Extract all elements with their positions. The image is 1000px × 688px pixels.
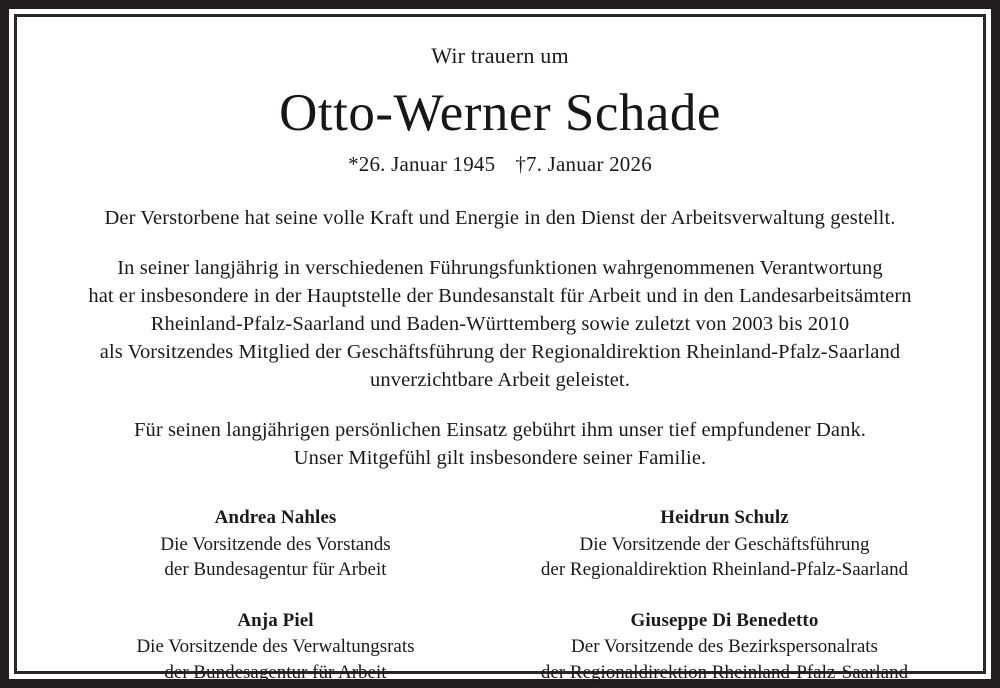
- body-line: unverzichtbare Arbeit geleistet.: [370, 369, 630, 392]
- signatory-block: [51, 608, 500, 685]
- signatory-block: [500, 608, 949, 685]
- signatory-role: Die Vorsitzende des Verwaltungsrats: [136, 636, 415, 658]
- signatory-organisation: der Regionaldirektion Rheinland-Pfalz-Saarland: [540, 558, 909, 580]
- frame-inner-border: [14, 14, 986, 683]
- birth-date: *26. Januar 1945: [348, 151, 496, 176]
- body-line: Unser Mitgefühl gilt insbesondere seiner Familie.: [293, 447, 707, 470]
- mourning-intro: Wir trauern um: [431, 43, 569, 68]
- signatory-block: [51, 505, 500, 582]
- body-line: hat er insbesondere in der Hauptstelle der Bundesanstalt für Arbeit und in den Landesarbeitsämtern: [88, 284, 912, 307]
- body-line: als Vorsitzendes Mitglied der Geschäftsführung der Regionaldirektion Rheinland-Pfalz-Saarland: [99, 340, 901, 363]
- frame-outer-gap: [9, 9, 991, 683]
- signatory-block: [500, 505, 949, 582]
- signatory-organisation: der Bundesagentur für Arbeit: [164, 661, 387, 683]
- signatory-name: Anja Piel: [237, 610, 314, 632]
- signatory-role: Die Vorsitzende der Geschäftsführung: [579, 533, 870, 555]
- signatory-name: Giuseppe Di Benedetto: [630, 610, 819, 632]
- death-date: †7. Januar 2026: [515, 151, 652, 176]
- tribute-paragraph-2: [88, 254, 911, 394]
- life-dates: [348, 152, 652, 177]
- signatory-organisation: der Bundesagentur für Arbeit: [164, 558, 387, 580]
- signatory-name: Andrea Nahles: [214, 507, 337, 529]
- signatory-role: Der Vorsitzende des Bezirkspersonalrats: [571, 636, 878, 658]
- signatories-grid: [51, 505, 949, 685]
- signatory-organisation: der Regionaldirektion Rheinland-Pfalz-Saarland: [540, 661, 909, 683]
- deceased-name: Otto-Werner Schade: [279, 84, 721, 143]
- body-line: Der Verstorbene hat seine volle Kraft und Energie in den Dienst der Arbeitsverwaltung gestellt.: [104, 206, 896, 229]
- tribute-paragraph-1: [105, 204, 896, 232]
- signatory-role: Die Vorsitzende des Vorstands: [160, 533, 391, 555]
- signatory-name: Heidrun Schulz: [660, 507, 789, 529]
- body-line: Für seinen langjährigen persönlichen Einsatz gebührt ihm unser tief empfundener Dank.: [133, 419, 867, 442]
- tribute-paragraph-3: [134, 416, 866, 472]
- body-line: Rheinland-Pfalz-Saarland und Baden-Württemberg sowie zuletzt von 2003 bis 2010: [150, 312, 850, 335]
- body-line: In seiner langjährig in verschiedenen Führungsfunktionen wahrgenommenen Verantwortung: [117, 256, 883, 279]
